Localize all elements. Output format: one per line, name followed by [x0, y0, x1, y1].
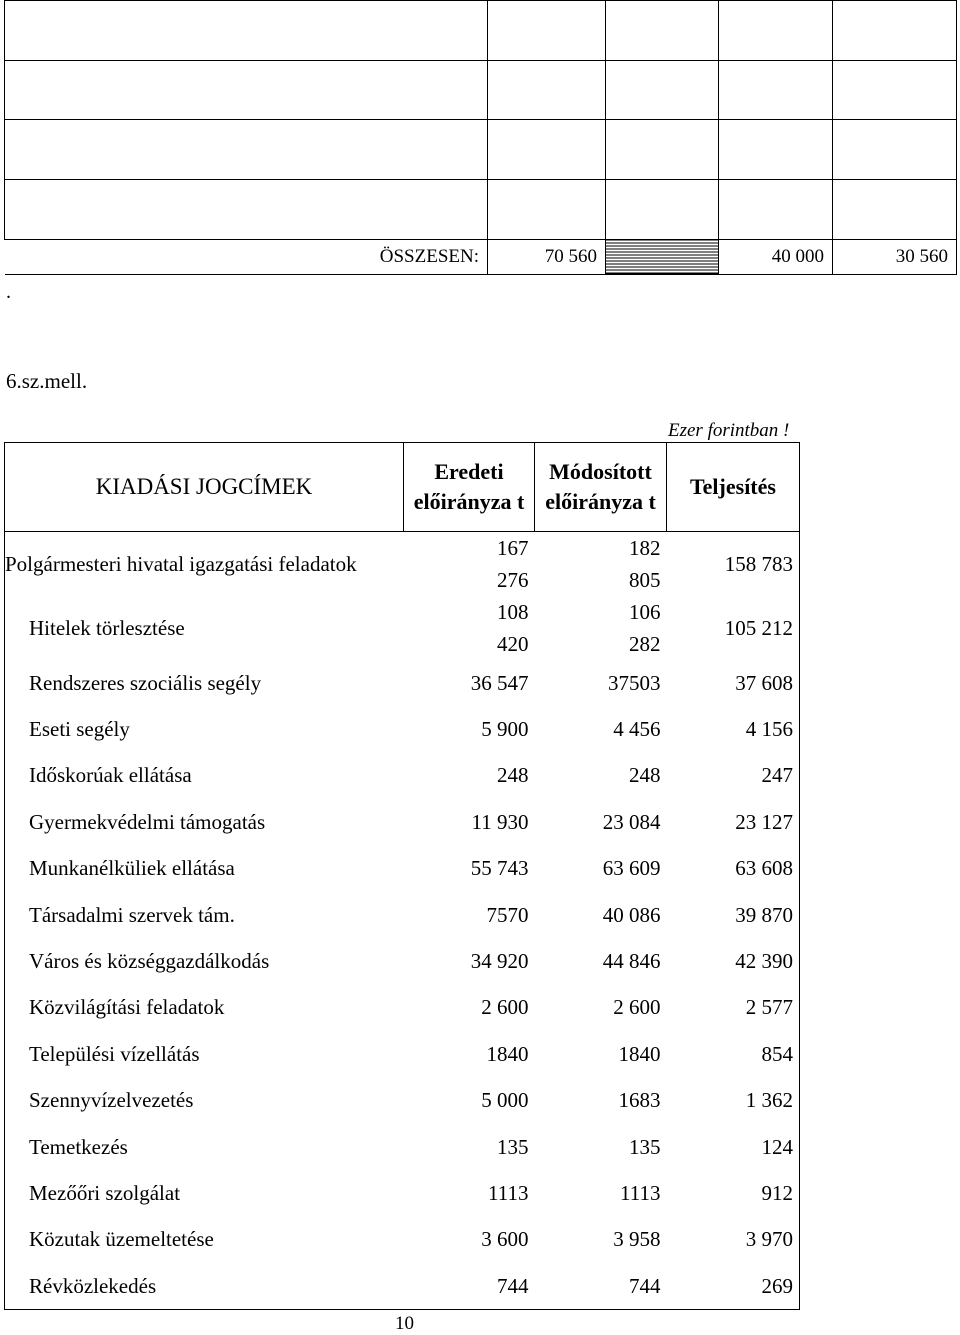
table-row: [5, 753, 800, 799]
row-name: Gyermekvédelmi támogatás: [5, 799, 404, 845]
table-row: [5, 120, 957, 180]
row-actual: 912: [667, 1170, 800, 1216]
table-row: [5, 799, 800, 845]
row-actual: 63 608: [667, 846, 800, 892]
row-actual: 37 608: [667, 660, 800, 706]
header-modified: Módosított előirányza t: [535, 443, 667, 532]
row-actual: 854: [667, 1031, 800, 1077]
table-row: [5, 1031, 800, 1077]
row-name: Időskorúak ellátása: [5, 753, 404, 799]
row-name: Rendszeres szociális segély: [5, 660, 404, 706]
row-name: Társadalmi szervek tám.: [5, 892, 404, 938]
row-original: 5 000: [481, 1088, 529, 1113]
row-actual: 269: [667, 1263, 800, 1310]
row-modified-line: 106: [629, 600, 661, 624]
total-row: [5, 239, 957, 274]
row-name: Hitelek törlesztése: [5, 596, 404, 660]
table-row: [5, 938, 800, 984]
header-title: KIADÁSI JOGCÍMEK: [5, 443, 404, 532]
row-name: Települési vízellátás: [5, 1031, 404, 1077]
row-modified-line: 282: [629, 632, 661, 656]
row-original: 34 920: [470, 949, 529, 974]
annex-label: 6.sz.mell.: [6, 369, 88, 393]
row-modified: 63 609: [602, 856, 661, 881]
row-modified: 1113: [620, 1180, 661, 1205]
row-original: 7570: [486, 902, 529, 927]
row-modified-line: 182: [629, 536, 661, 560]
row-modified: 248: [629, 763, 661, 788]
table-row: [5, 892, 800, 938]
row-actual: 1 362: [667, 1078, 800, 1124]
expenditure-table: [4, 442, 800, 1310]
row-actual: 158 783: [667, 532, 800, 597]
table-row: [5, 1217, 800, 1263]
total-modified: 40 000: [719, 239, 833, 274]
row-original: 5 900: [481, 717, 529, 742]
table-row: [5, 596, 800, 660]
table-row: [5, 706, 800, 752]
row-original: 248: [497, 763, 529, 788]
row-modified: 744: [535, 1263, 667, 1310]
row-modified: 3 958: [613, 1227, 661, 1252]
row-name: Közutak üzemeltetése: [5, 1217, 404, 1263]
table-row: [5, 532, 800, 597]
row-actual: 247: [667, 753, 800, 799]
row-name: Közvilágítási feladatok: [5, 985, 404, 1031]
row-original: 36 547: [470, 670, 529, 695]
row-name: Munkanélküliek ellátása: [5, 846, 404, 892]
row-modified: 40 086: [602, 902, 661, 927]
row-modified: 2 600: [613, 995, 661, 1020]
row-actual: 3 970: [667, 1217, 800, 1263]
unit-note: Ezer forintban !: [668, 420, 790, 441]
row-actual: 124: [667, 1124, 800, 1170]
row-actual: 2 577: [667, 985, 800, 1031]
row-original-line: 420: [497, 632, 529, 656]
row-original: 744: [404, 1263, 535, 1310]
row-original: 11 930: [471, 809, 529, 834]
row-actual: 23 127: [667, 799, 800, 845]
row-original: 3 600: [481, 1227, 529, 1252]
row-name: Szennyvízelvezetés: [5, 1078, 404, 1124]
table-row: [5, 1078, 800, 1124]
table-row: [5, 1170, 800, 1216]
row-modified: 37503: [608, 670, 661, 695]
previous-table: [4, 0, 957, 275]
table-row: [5, 660, 800, 706]
table-row: [5, 1263, 800, 1310]
row-modified: 4 456: [613, 717, 661, 742]
header-original: Eredeti előirányza t: [404, 443, 535, 532]
row-original: 2 600: [481, 995, 529, 1020]
row-modified: 135: [629, 1134, 661, 1159]
row-original: 55 743: [470, 856, 529, 881]
header-row: [5, 443, 800, 532]
row-original-line: 108: [497, 600, 529, 624]
row-original: 1840: [486, 1041, 529, 1066]
table-row: [5, 846, 800, 892]
row-original: 1113: [488, 1180, 529, 1205]
total-actual: 30 560: [833, 239, 957, 274]
row-actual: 39 870: [667, 892, 800, 938]
total-original: 70 560: [488, 239, 606, 274]
table-row: [5, 1124, 800, 1170]
row-original-line: 167: [497, 536, 529, 560]
row-modified: 1683: [618, 1088, 661, 1113]
row-modified: 44 846: [602, 949, 661, 974]
row-original-line: 276: [497, 568, 529, 592]
row-name: Mezőőri szolgálat: [5, 1170, 404, 1216]
row-name: Polgármesteri hivatal igazgatási feladatok: [5, 532, 404, 597]
total-label: ÖSSZESEN:: [5, 239, 488, 274]
hatched-cell: [606, 239, 719, 274]
header-actual: Teljesítés: [667, 443, 800, 532]
row-modified-line: 805: [629, 568, 661, 592]
row-name: Eseti segély: [5, 706, 404, 752]
row-actual: 42 390: [667, 938, 800, 984]
row-name: Temetkezés: [5, 1124, 404, 1170]
row-original: 135: [497, 1134, 529, 1159]
page-number: 10: [395, 1313, 414, 1334]
stray-dot: .: [6, 281, 11, 303]
row-modified: 1840: [618, 1041, 661, 1066]
row-name: Révközlekedés: [5, 1263, 404, 1310]
table-row: [5, 60, 957, 120]
row-name: Város és községgazdálkodás: [5, 938, 404, 984]
table-row: [5, 179, 957, 239]
table-row: [5, 1, 957, 61]
table-row: [5, 985, 800, 1031]
row-actual: 4 156: [667, 706, 800, 752]
row-actual: 105 212: [667, 596, 800, 660]
row-modified: 23 084: [602, 809, 661, 834]
